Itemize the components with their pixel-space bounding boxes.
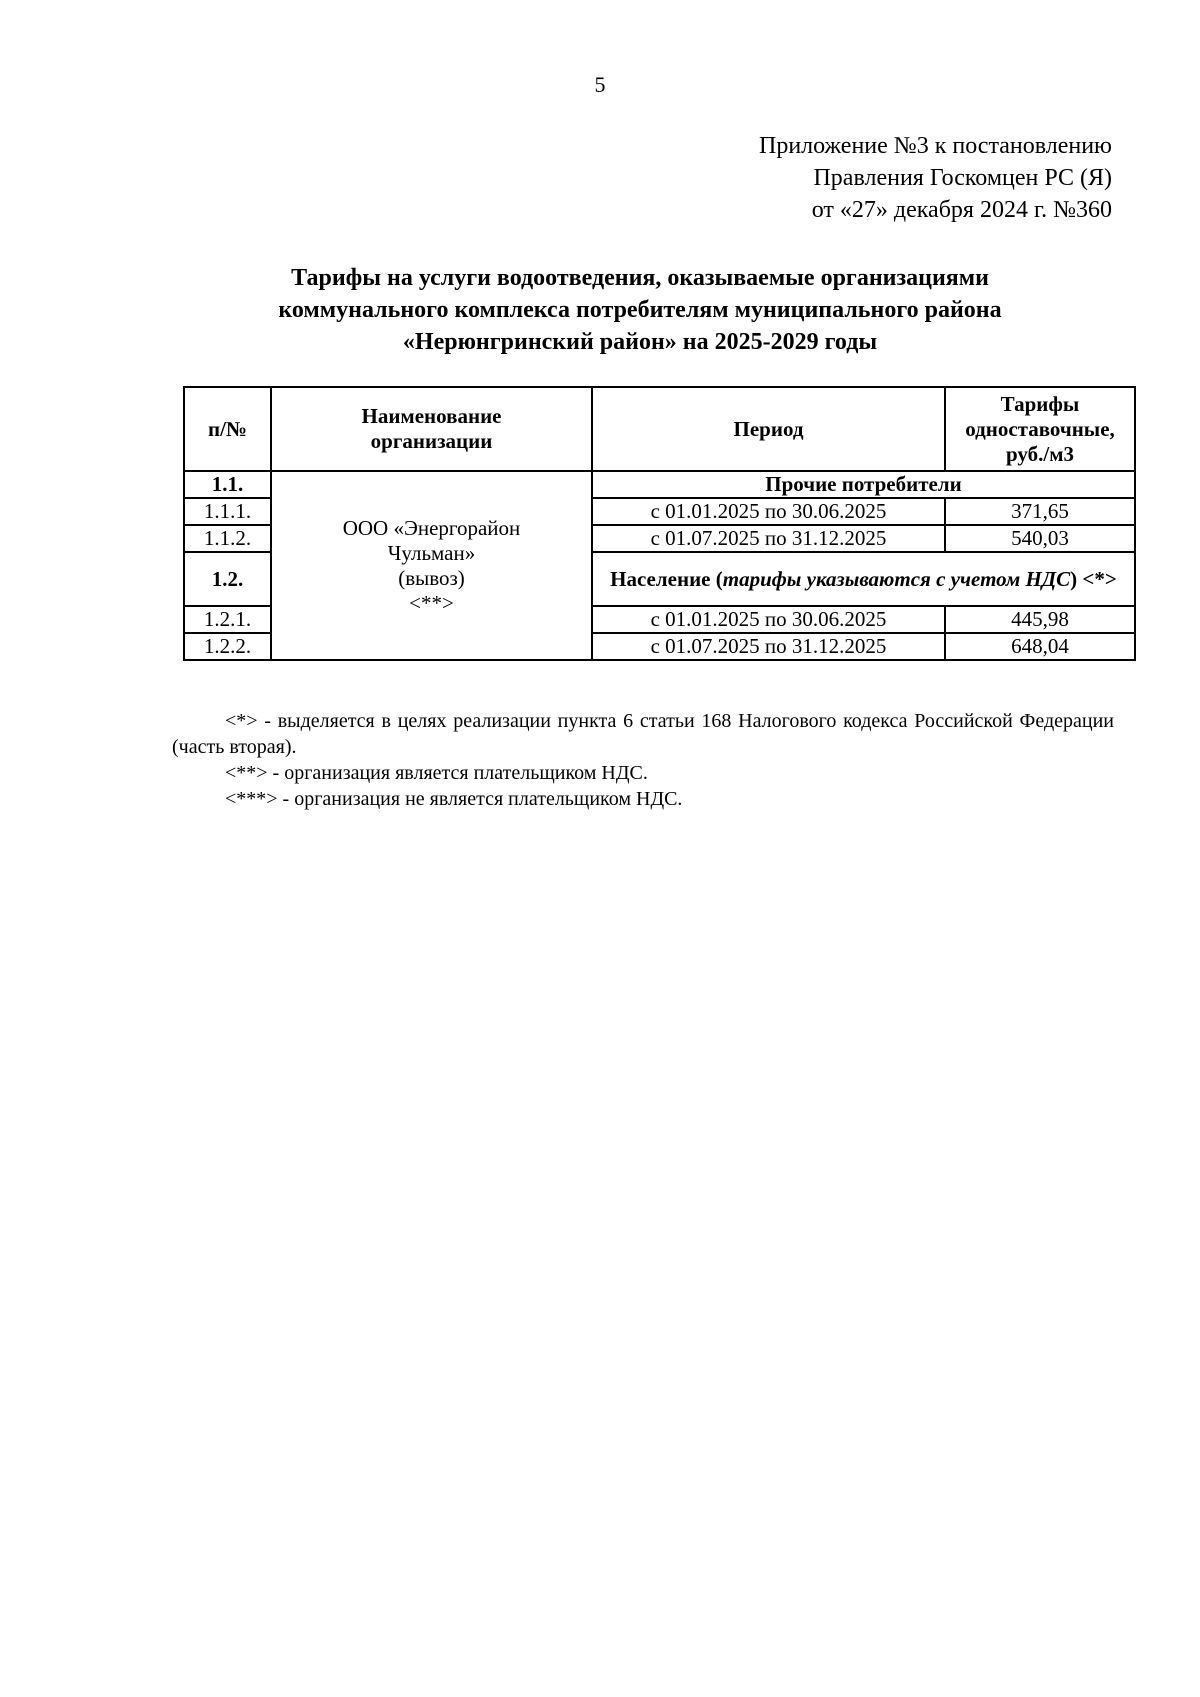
appendix-line: от «27» декабря 2024 г. №360 <box>811 197 1112 223</box>
header-period: Период <box>592 387 945 471</box>
organization-cell <box>271 471 592 660</box>
row-period: с 01.07.2025 по 31.12.2025 <box>592 525 945 552</box>
table-header-row <box>184 387 1135 471</box>
header-org-line: организации <box>370 429 493 453</box>
header-tariff-line: Тарифы <box>1000 391 1080 416</box>
footnote: <*> - выделяется в целях реализации пункта 6 статьи 168 Налогового кодекса Российской Федерации (часть вторая). <box>172 710 1114 758</box>
row-period: с 01.07.2025 по 31.12.2025 <box>592 633 945 660</box>
row-tariff: 445,98 <box>945 606 1135 633</box>
row-num: 1.1.2. <box>184 525 271 552</box>
row-period: с 01.01.2025 по 30.06.2025 <box>592 498 945 525</box>
row-num: 1.2.2. <box>184 633 271 660</box>
organization-line: ООО «Энергорайон <box>342 515 521 540</box>
footnote: <**> - организация является плательщиком НДС. <box>225 762 648 784</box>
organization-line: <**> <box>409 590 454 615</box>
group-label: Прочие потребители <box>592 471 1135 498</box>
row-tariff: 648,04 <box>945 633 1135 660</box>
group-num: 1.1. <box>184 471 271 498</box>
organization-line: (вывоз) <box>398 565 465 590</box>
appendix-line: Правления Госкомцен РС (Я) <box>813 165 1112 191</box>
row-num: 1.1.1. <box>184 498 271 525</box>
header-org-line: Наименование <box>361 404 502 428</box>
row-tariff: 540,03 <box>945 525 1135 552</box>
footnote: <***> - организация не является плательщиком НДС. <box>225 788 683 810</box>
row-period: с 01.01.2025 по 30.06.2025 <box>592 606 945 633</box>
document-title <box>180 262 1100 358</box>
group-num: 1.2. <box>184 552 271 606</box>
group-label-italic: тарифы указываются с учетом НДС <box>722 566 1071 591</box>
group-label-suffix: ) <*> <box>1070 566 1117 591</box>
row-num: 1.2.1. <box>184 606 271 633</box>
header-tariff-line: одноставочные, <box>965 416 1115 441</box>
appendix-line: Приложение №3 к постановлению <box>758 133 1112 159</box>
table-group-row <box>184 471 1135 498</box>
header-tariff-line: руб./м3 <box>1005 441 1074 466</box>
group-label <box>592 552 1135 606</box>
title-line: коммунального комплекса потребителям муниципального района <box>278 297 1002 323</box>
header-organization <box>271 387 592 471</box>
title-line: Тарифы на услуги водоотведения, оказываемые организациями <box>291 265 989 291</box>
page-number: 5 <box>594 72 606 97</box>
header-tariff <box>945 387 1135 471</box>
organization-line: Чульман» <box>387 540 476 565</box>
row-tariff: 371,65 <box>945 498 1135 525</box>
footnotes <box>172 708 1114 812</box>
header-num: п/№ <box>184 387 271 471</box>
appendix-reference <box>759 130 1112 226</box>
title-line: «Нерюнгринский район» на 2025-2029 годы <box>402 329 878 355</box>
group-label-prefix: Население ( <box>610 566 723 591</box>
tariff-table <box>183 386 1136 661</box>
